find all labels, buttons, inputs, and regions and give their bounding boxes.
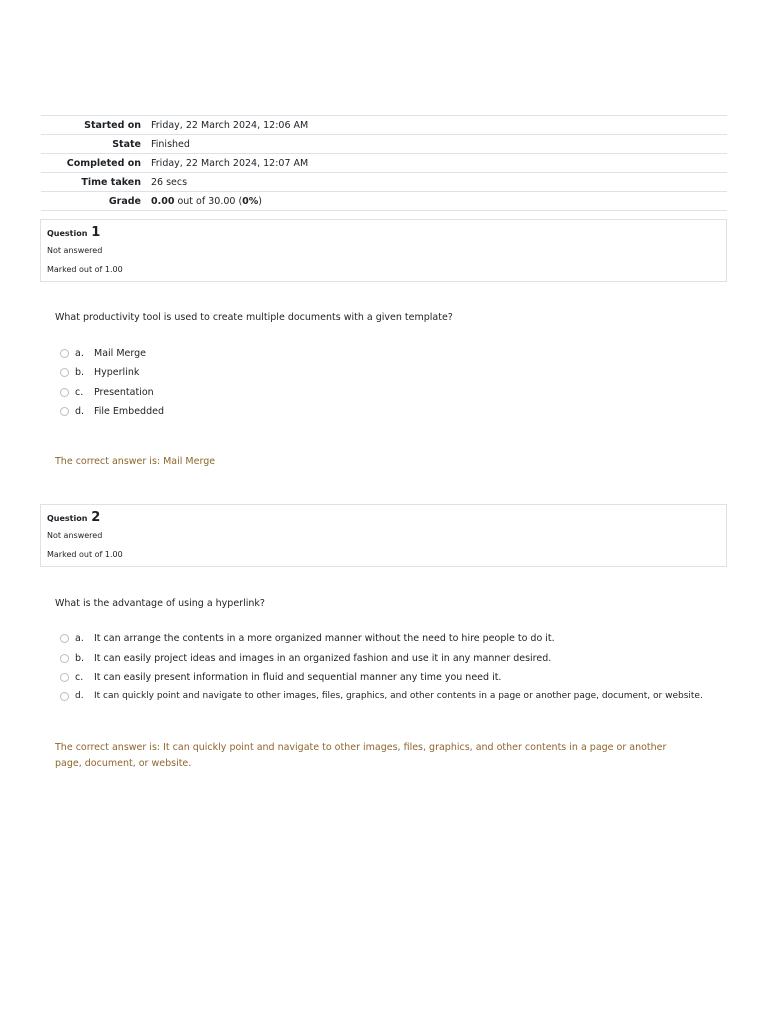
option-text: It can quickly point and navigate to other images, files, graphics, and other contents in a page or another page, document, or website. [94, 691, 703, 701]
question-2-info-box [40, 504, 727, 567]
option-text: Hyperlink [94, 366, 140, 378]
question-number-value: 1 [91, 225, 101, 240]
summary-value: Friday, 22 March 2024, 12:07 AM [151, 154, 727, 173]
question-number [47, 225, 100, 240]
summary-value: 26 secs [151, 173, 727, 192]
option-letter: c. [75, 671, 84, 683]
question-marks: Marked out of 1.00 [47, 550, 123, 559]
grade-score: 0.00 [151, 195, 175, 207]
attempt-summary-table [41, 115, 727, 211]
option-letter: b. [75, 652, 85, 664]
question-2-option-c[interactable] [60, 669, 501, 685]
option-letter: a. [75, 632, 84, 644]
summary-row-started [41, 116, 727, 135]
question-number [47, 510, 100, 525]
question-1-text: What productivity tool is used to create multiple documents with a given template? [55, 312, 453, 323]
radio-button[interactable] [60, 407, 69, 416]
option-letter: d. [75, 405, 85, 417]
summary-key: Grade [41, 192, 151, 211]
summary-key: Started on [41, 116, 151, 135]
question-number-value: 2 [91, 510, 101, 525]
option-text: It can easily present information in fluid and sequential manner any time you need it. [94, 671, 502, 683]
summary-key: Time taken [41, 173, 151, 192]
summary-row-completed [41, 154, 727, 173]
question-marks: Marked out of 1.00 [47, 265, 123, 274]
question-1-option-a[interactable] [60, 345, 146, 361]
grade-max: out of 30.00 ( [174, 195, 243, 207]
summary-row-grade [41, 192, 727, 211]
option-letter: d. [75, 691, 84, 701]
summary-row-time-taken [41, 173, 727, 192]
question-1-option-d[interactable] [60, 403, 164, 419]
option-text: File Embedded [94, 405, 164, 417]
summary-row-state [41, 135, 727, 154]
radio-button[interactable] [60, 692, 69, 701]
radio-button[interactable] [60, 388, 69, 397]
question-state: Not answered [47, 246, 103, 255]
radio-button[interactable] [60, 673, 69, 682]
summary-value: Finished [151, 135, 727, 154]
question-1-option-b[interactable] [60, 364, 139, 380]
option-text: It can easily project ideas and images in an organized fashion and use it in any manner desired. [94, 652, 552, 664]
question-label: Question [47, 514, 88, 523]
question-2-option-d[interactable] [60, 688, 703, 704]
question-2-option-a[interactable] [60, 630, 555, 646]
option-text: Mail Merge [94, 347, 146, 359]
grade-close: ) [258, 195, 263, 207]
question-2-option-b[interactable] [60, 650, 551, 666]
summary-key: Completed on [41, 154, 151, 173]
question-1-option-c[interactable] [60, 384, 154, 400]
grade-value [151, 192, 727, 211]
question-2-text: What is the advantage of using a hyperlink? [55, 598, 265, 609]
option-letter: a. [75, 347, 84, 359]
summary-key: State [41, 135, 151, 154]
radio-button[interactable] [60, 368, 69, 377]
radio-button[interactable] [60, 634, 69, 643]
question-label: Question [47, 229, 88, 238]
question-state: Not answered [47, 531, 103, 540]
question-1-feedback: The correct answer is: Mail Merge [55, 456, 216, 467]
option-letter: c. [75, 386, 84, 398]
question-1-info-box [40, 219, 727, 282]
radio-button[interactable] [60, 654, 69, 663]
grade-percent: 0% [242, 195, 259, 207]
summary-value: Friday, 22 March 2024, 12:06 AM [151, 116, 727, 135]
option-text: It can arrange the contents in a more organized manner without the need to hire people to do it. [94, 632, 555, 644]
radio-button[interactable] [60, 349, 69, 358]
option-text: Presentation [94, 386, 154, 398]
option-letter: b. [75, 366, 85, 378]
question-2-feedback: The correct answer is: It can quickly point and navigate to other images, files, graphics, and other contents in a page or another page, document, or website. [55, 742, 667, 769]
